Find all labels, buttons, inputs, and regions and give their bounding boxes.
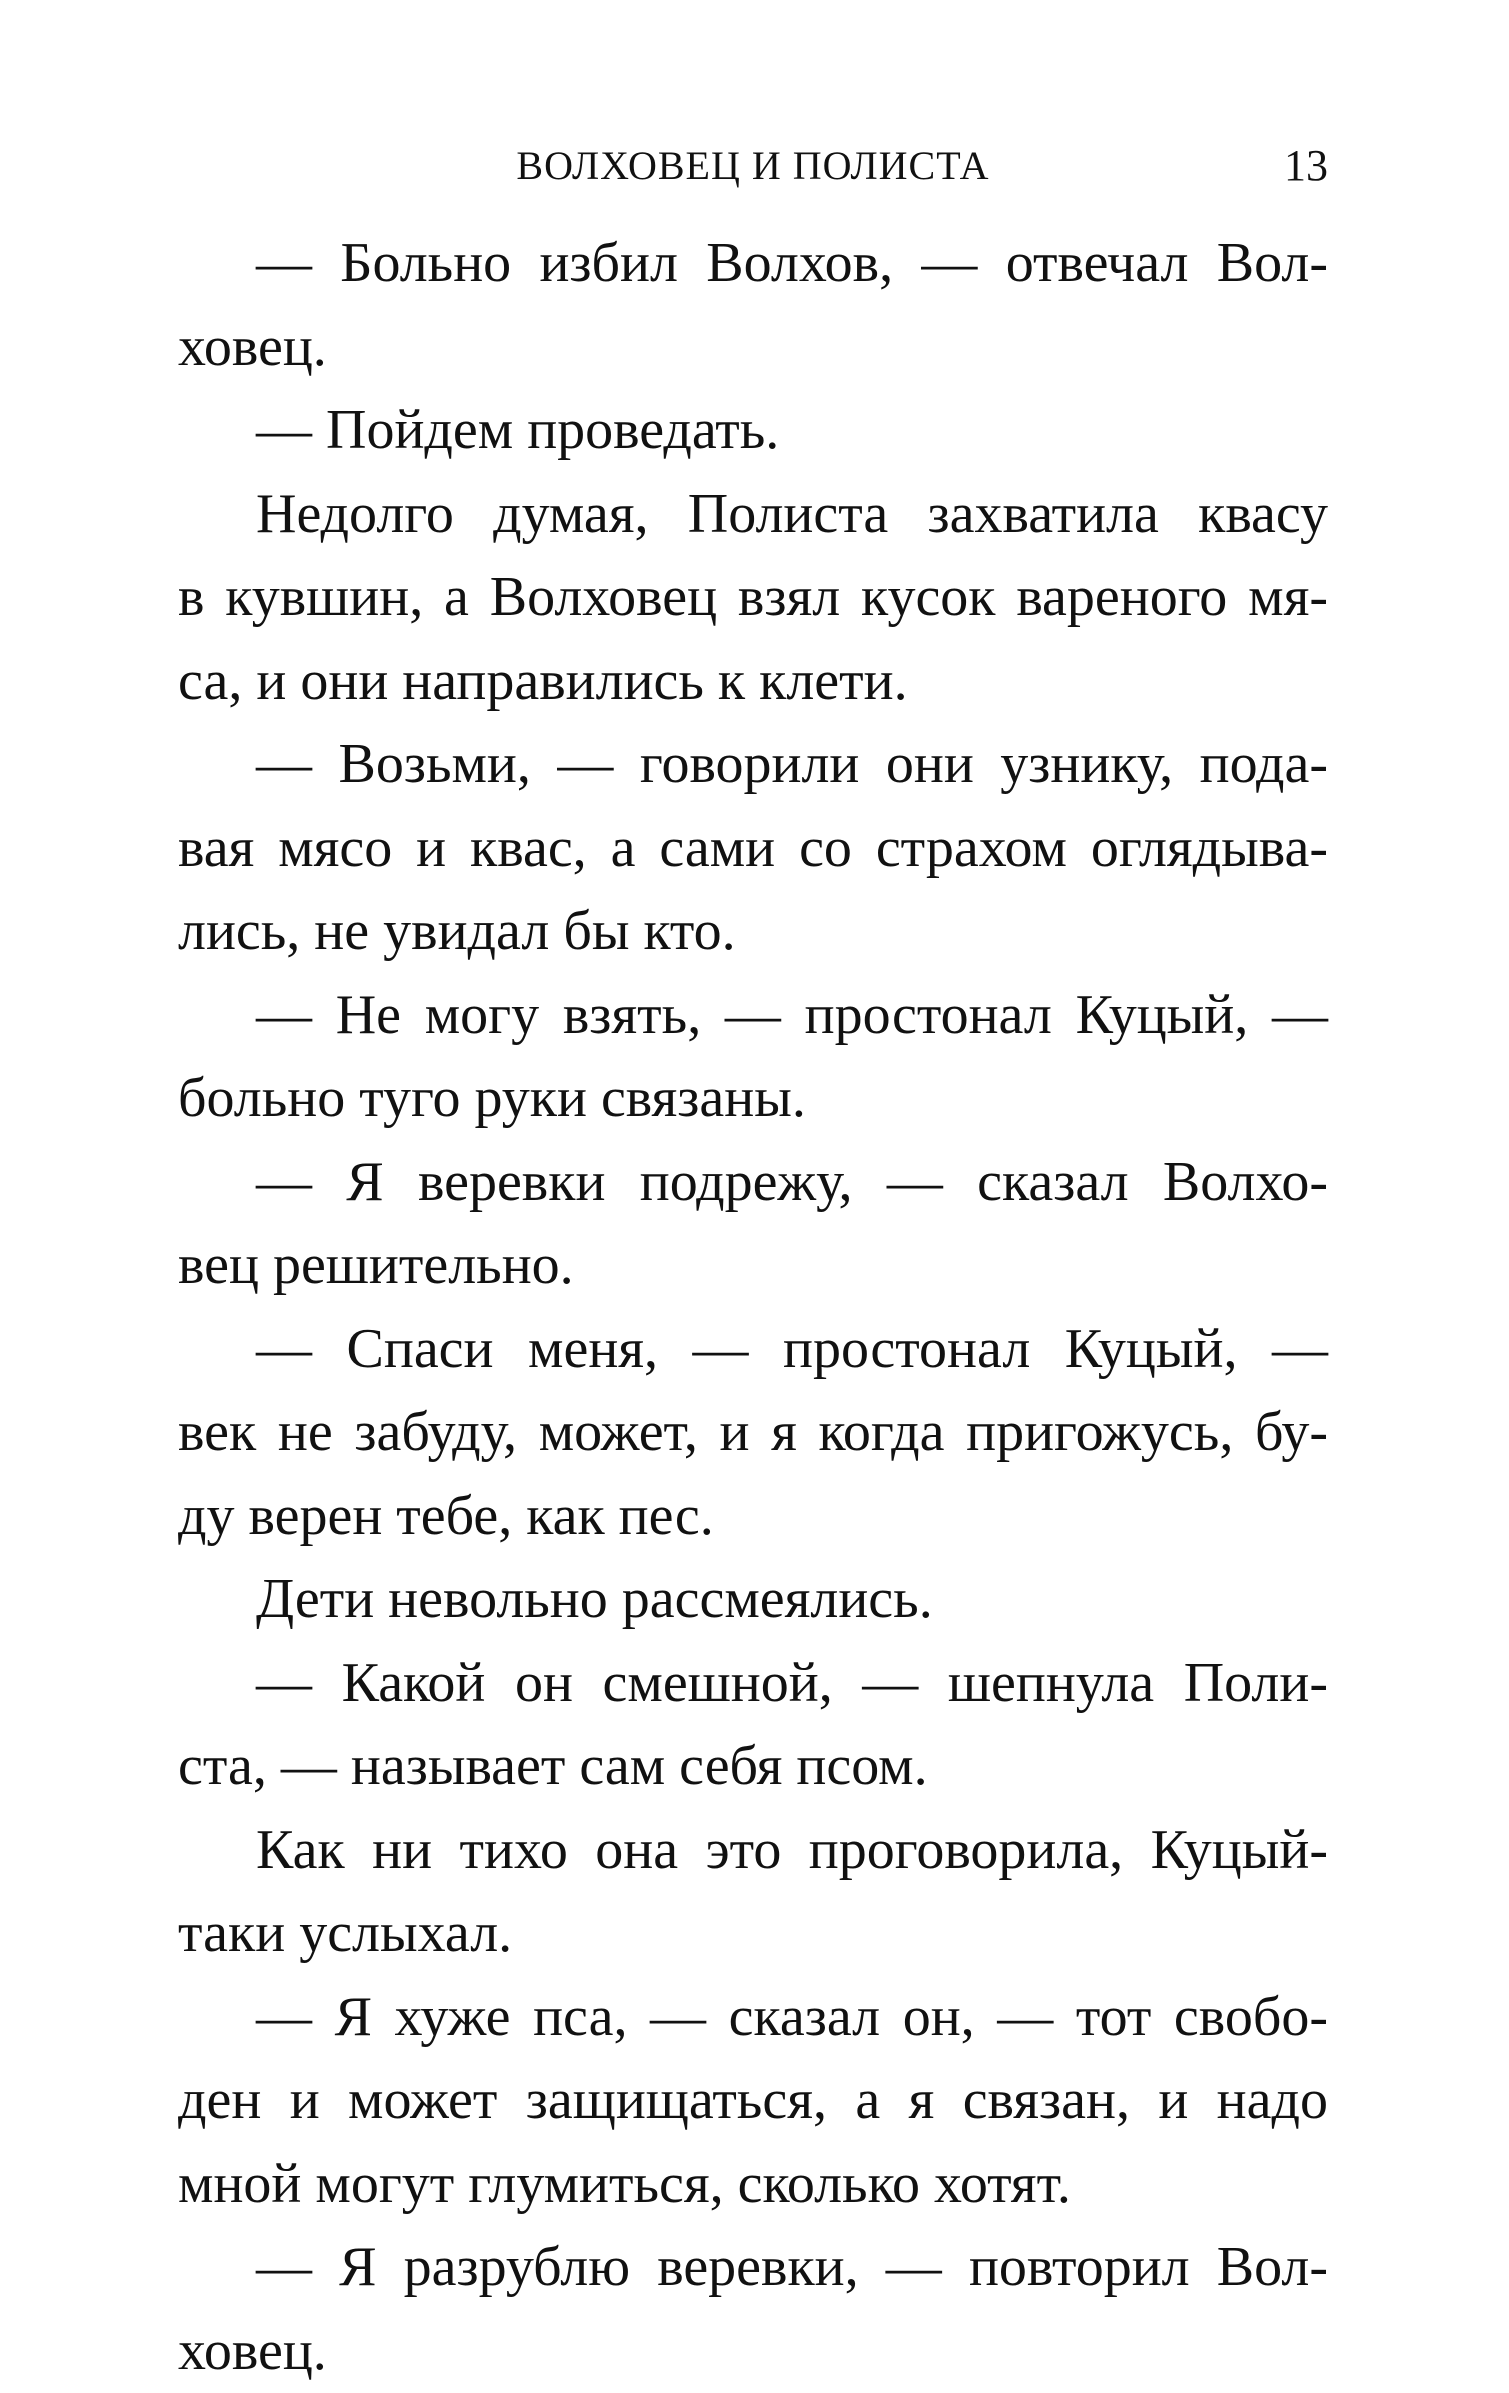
text-line: Как ни тихо она это проговорила, Куцый- — [178, 1809, 1328, 1893]
running-head — [178, 136, 1328, 196]
text-line: — Пойдем проведать. — [178, 389, 1328, 473]
text-line: лись, не увидал бы кто. — [178, 890, 1328, 974]
text-line: больно туго руки связаны. — [178, 1057, 1328, 1141]
text-line: са, и они направились к клети. — [178, 640, 1328, 724]
text-line: мной могут глумиться, сколько хотят. — [178, 2143, 1328, 2227]
text-line: — Я разрублю веревки, — повторил Вол- — [178, 2226, 1328, 2310]
body-text — [178, 222, 1328, 2393]
text-line: вец решительно. — [178, 1224, 1328, 1308]
text-line: ховец. — [178, 306, 1328, 390]
text-line: — Какой он смешной, — шепнула Поли- — [178, 1642, 1328, 1726]
text-line: ста, — называет сам себя псом. — [178, 1725, 1328, 1809]
text-line: Дети невольно рассмеялись. — [178, 1558, 1328, 1642]
running-title: ВОЛХОВЕЦ И ПОЛИСТА — [178, 136, 1328, 196]
text-line: Недолго думая, Полиста захватила квасу — [178, 473, 1328, 557]
page-number: 13 — [1284, 136, 1328, 196]
text-line: — Больно избил Волхов, — отвечал Вол- — [178, 222, 1328, 306]
text-line: — Спаси меня, — простонал Куцый, — — [178, 1308, 1328, 1392]
text-line: ден и может защищаться, а я связан, и надо — [178, 2059, 1328, 2143]
text-line: таки услыхал. — [178, 1892, 1328, 1976]
text-line: ду верен тебе, как пес. — [178, 1475, 1328, 1559]
text-line: вая мясо и квас, а сами со страхом оглядыва- — [178, 807, 1328, 891]
text-line: — Я веревки подрежу, — сказал Волхо- — [178, 1141, 1328, 1225]
text-line: век не забуду, может, и я когда пригожусь, бу- — [178, 1391, 1328, 1475]
text-line: — Я хуже пса, — сказал он, — тот свобо- — [178, 1976, 1328, 2060]
text-line: — Не могу взять, — простонал Куцый, — — [178, 974, 1328, 1058]
text-line: в кувшин, а Волховец взял кусок вареного мя- — [178, 556, 1328, 640]
text-line: — Возьми, — говорили они узнику, пода- — [178, 723, 1328, 807]
text-line: ховец. — [178, 2310, 1328, 2393]
